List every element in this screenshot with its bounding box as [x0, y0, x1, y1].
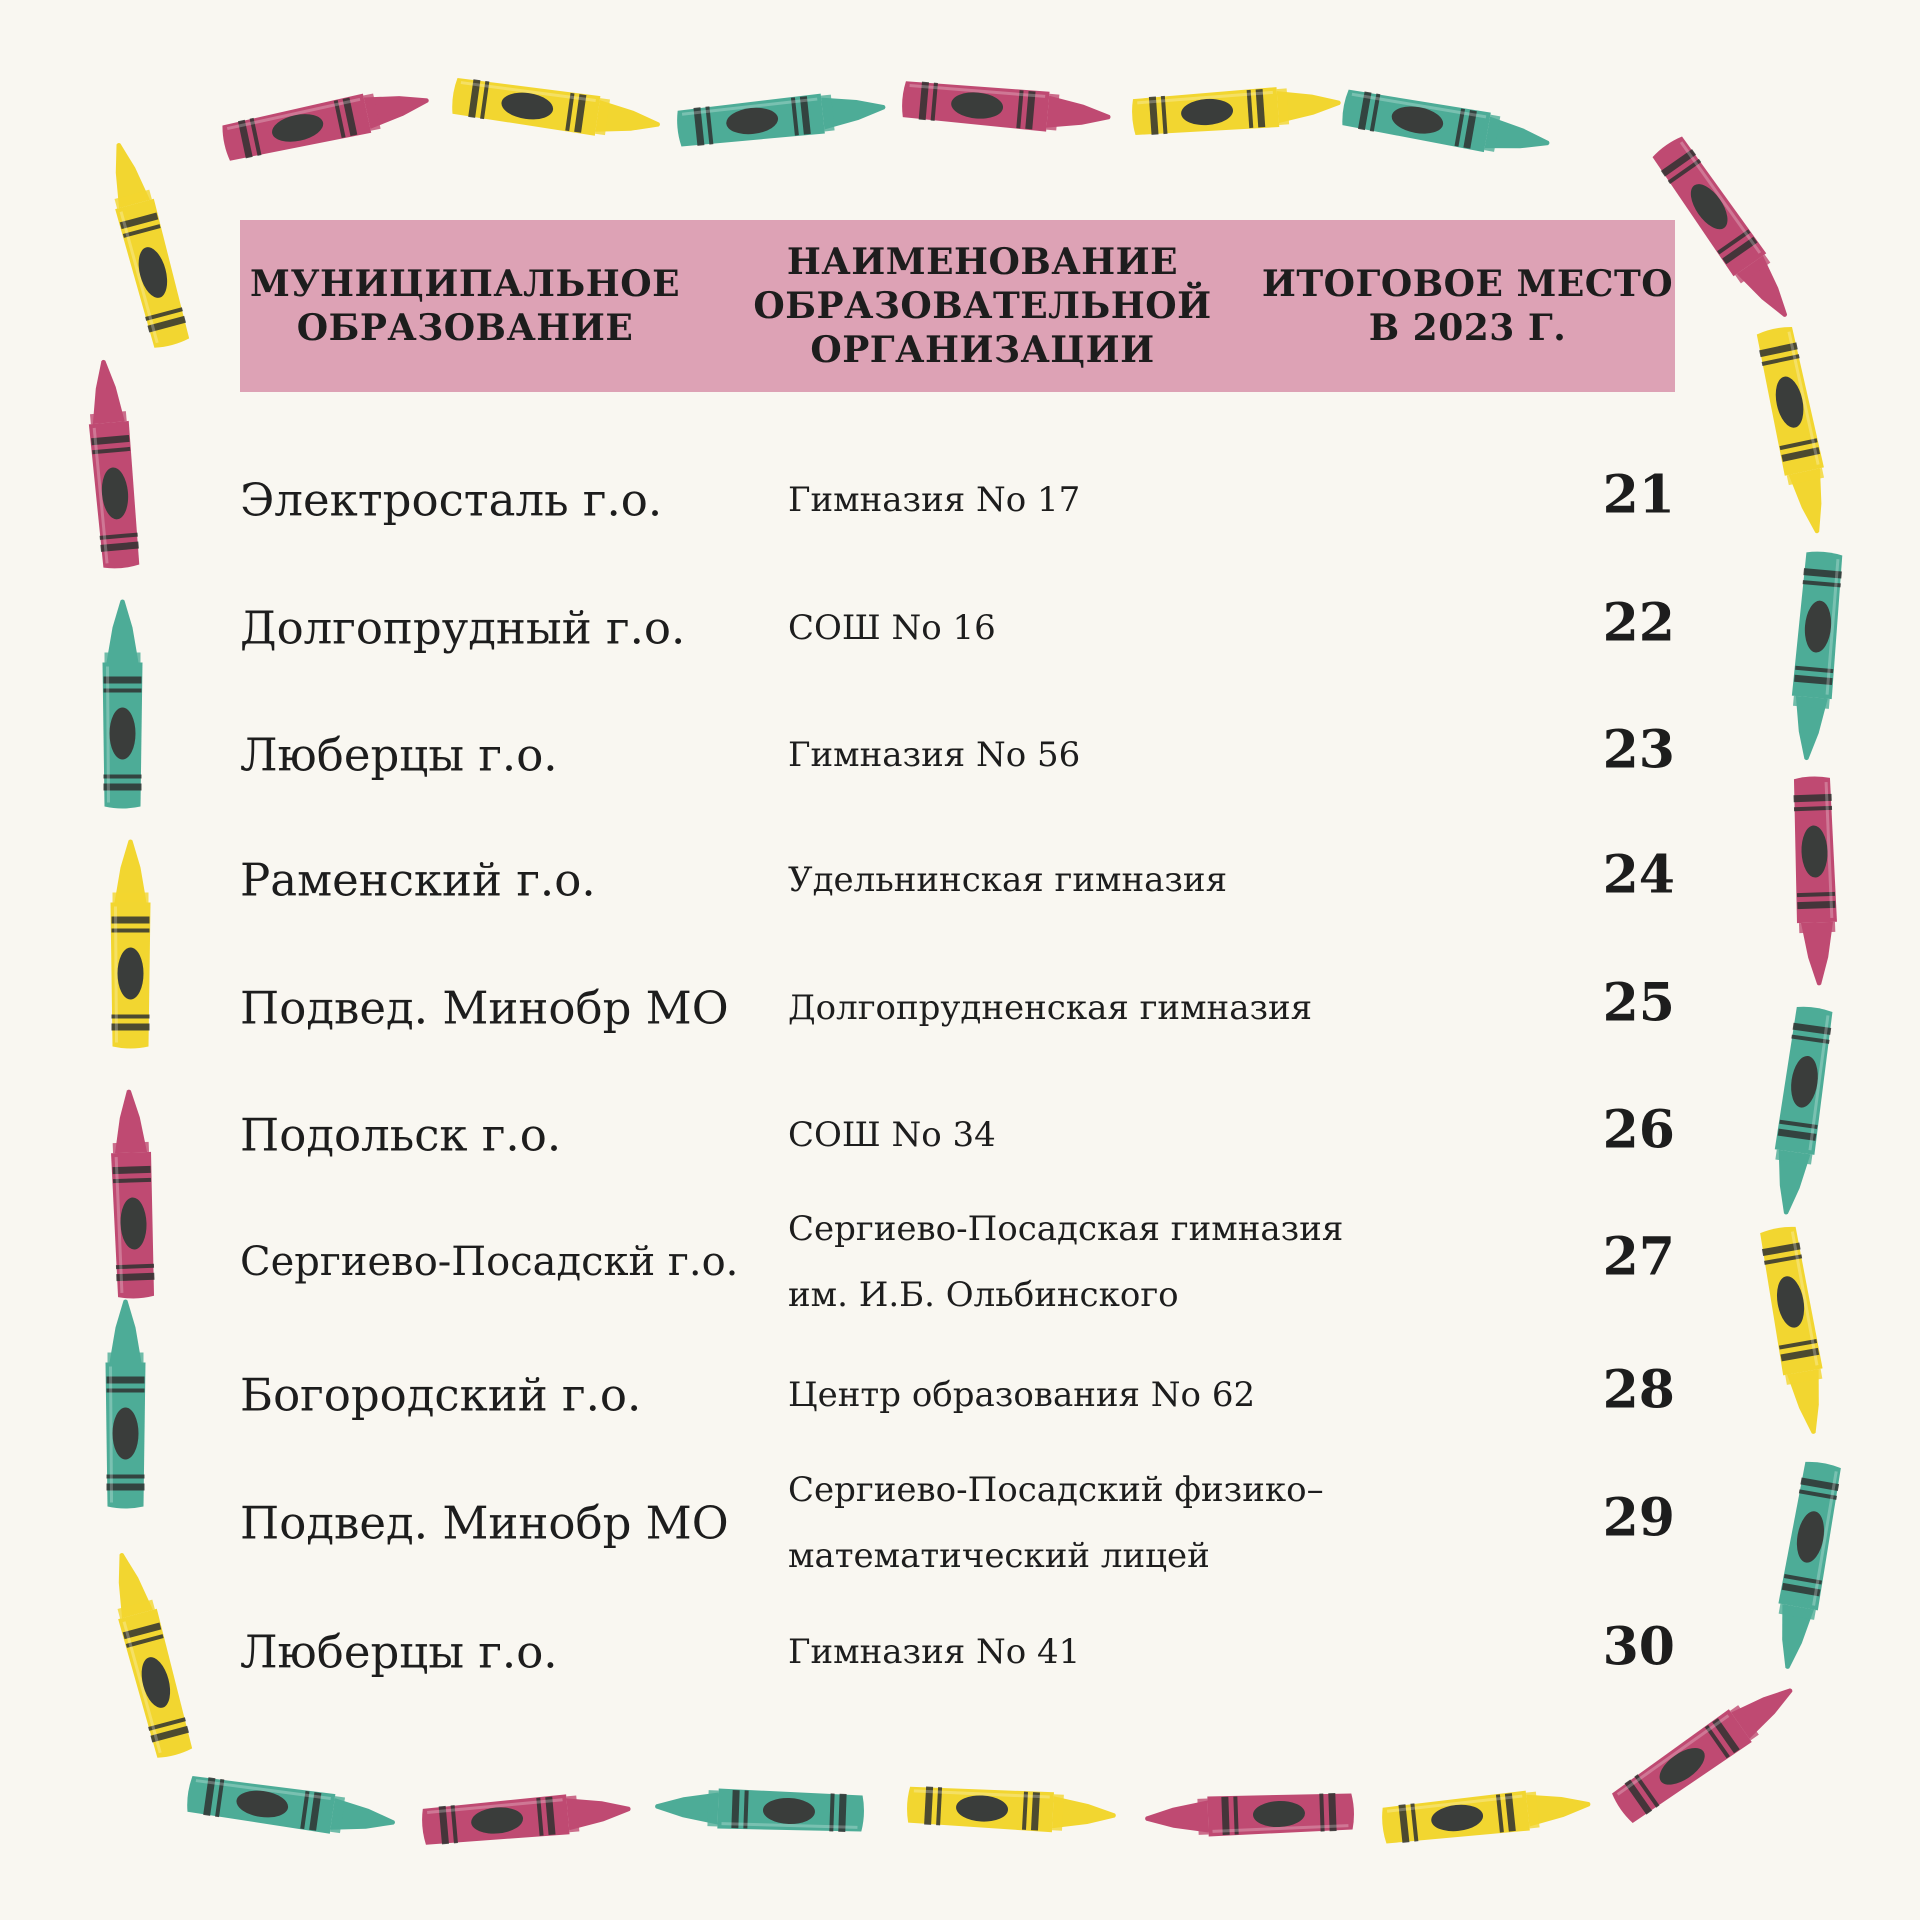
- crayon-icon: [671, 81, 890, 155]
- table-row: [240, 1463, 1675, 1583]
- municipality-cell: Электросталь г.о.: [240, 473, 663, 527]
- crayon-icon: [180, 1767, 400, 1848]
- municipality-cell: Раменский г.о.: [240, 853, 596, 907]
- crayon-icon: [1376, 1778, 1595, 1852]
- table-row: [240, 820, 1675, 940]
- crayon-icon: [1142, 1785, 1359, 1844]
- place-cell: 24: [1602, 844, 1675, 906]
- place-cell: 29: [1602, 1487, 1675, 1549]
- crayon-icon: [416, 1783, 635, 1854]
- organization-cell: Сергиево-Посадская гимназия им. И.Б. Ольбинского: [788, 1209, 1344, 1315]
- municipality-cell: Богородский г.о.: [240, 1368, 642, 1422]
- table-row: [240, 440, 1675, 560]
- organization-cell: СОШ No 34: [788, 1115, 996, 1155]
- organization-cell: Центр образования No 62: [788, 1375, 1256, 1415]
- organization-cell: Удельнинская гимназия: [788, 860, 1228, 900]
- crayon-icon: [105, 838, 157, 1053]
- header-organization: НАИМЕНОВАНИЕ ОБРАЗОВАТЕЛЬНОЙ ОРГАНИЗАЦИИ: [753, 241, 1212, 371]
- organization-cell: Долгопрудненская гимназия: [788, 988, 1313, 1028]
- crayon-icon: [652, 1780, 869, 1839]
- crayon-icon: [77, 356, 148, 575]
- crayon-icon: [445, 69, 665, 150]
- place-cell: 23: [1602, 719, 1675, 781]
- municipality-cell: Люберцы г.о.: [240, 728, 558, 782]
- place-cell: 25: [1602, 972, 1675, 1034]
- crayon-icon: [1760, 1000, 1841, 1220]
- place-cell: 21: [1602, 464, 1675, 526]
- organization-cell: Гимназия No 41: [788, 1632, 1081, 1672]
- crayon-icon: [93, 134, 199, 355]
- municipality-cell: Люберцы г.о.: [240, 1625, 558, 1679]
- place-cell: 26: [1602, 1099, 1675, 1161]
- table-row: [240, 568, 1675, 688]
- header-place: ИТОГОВОЕ МЕСТО В 2023 Г.: [1261, 263, 1674, 349]
- crayon-icon: [1761, 1455, 1850, 1676]
- crayon-icon: [1786, 772, 1845, 989]
- table-header: [240, 220, 1675, 392]
- crayon-icon: [100, 1298, 152, 1513]
- crayon-icon: [1126, 77, 1344, 144]
- crayon-icon: [1335, 81, 1556, 170]
- crayon-icon: [1780, 546, 1851, 765]
- place-cell: 28: [1602, 1359, 1675, 1421]
- municipality-cell: Подвед. Минобр МО: [240, 981, 729, 1035]
- crayon-icon: [215, 74, 436, 170]
- municipality-cell: Подвед. Минобр МО: [240, 1496, 729, 1550]
- crayon-icon: [1751, 1220, 1840, 1441]
- organization-cell: СОШ No 16: [788, 608, 996, 648]
- crayon-icon: [97, 598, 149, 813]
- municipality-cell: Долгопрудный г.о.: [240, 601, 686, 655]
- crayon-icon: [103, 1087, 162, 1304]
- place-cell: 22: [1602, 592, 1675, 654]
- table-row: [240, 1202, 1675, 1322]
- crayon-icon: [1748, 319, 1844, 540]
- place-cell: 30: [1602, 1616, 1675, 1678]
- table-row: [240, 695, 1675, 815]
- municipality-cell: Сергиево-Посадскй г.о.: [240, 1239, 739, 1285]
- municipality-cell: Подольск г.о.: [240, 1108, 562, 1162]
- header-municipality: МУНИЦИПАЛЬНОЕ ОБРАЗОВАНИЕ: [249, 263, 681, 349]
- organization-cell: Сергиево-Посадский физико–математический лицей: [788, 1470, 1324, 1576]
- table-row: [240, 1592, 1675, 1712]
- table-row: [240, 1075, 1675, 1195]
- crayon-icon: [902, 1778, 1119, 1841]
- table-row: [240, 948, 1675, 1068]
- organization-cell: Гимназия No 17: [788, 480, 1081, 520]
- crayon-icon: [896, 73, 1115, 144]
- crayon-icon: [96, 1544, 202, 1765]
- organization-cell: Гимназия No 56: [788, 735, 1081, 775]
- table-row: [240, 1335, 1675, 1455]
- place-cell: 27: [1602, 1226, 1675, 1288]
